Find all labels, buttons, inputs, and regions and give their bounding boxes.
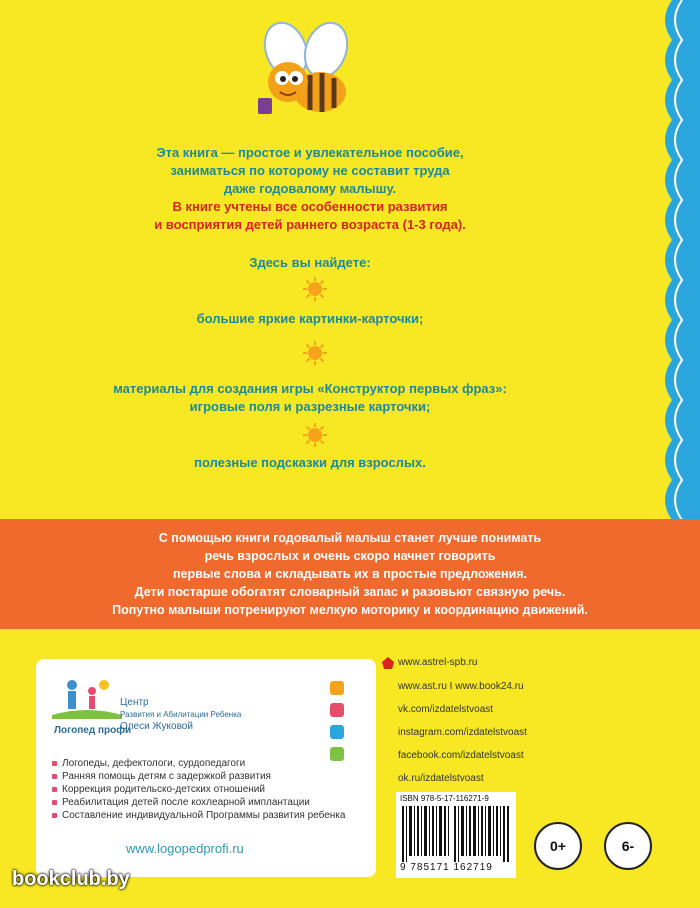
center-line: Олеси Жуковой xyxy=(120,721,193,732)
list-item: Коррекция родительско-детских отношений xyxy=(50,783,370,796)
heart-icon xyxy=(330,681,344,695)
intro-red-text xyxy=(70,198,550,234)
item-2-line: материалы для создания игры «Конструктор первых фраз»: xyxy=(113,381,507,396)
band-line: Дети постарше обогатят словарный запас и разовьют связную речь. xyxy=(134,585,566,599)
logo-text: Логопед профи xyxy=(54,725,132,736)
center-line: Центр xyxy=(120,697,149,708)
age-rating-6: 6- xyxy=(604,822,652,870)
barcode-digits: 9 785171 162719 xyxy=(400,862,493,873)
link-ast[interactable]: www.ast.ru I www.book24.ru xyxy=(398,681,524,692)
item-3: полезные подсказки для взрослых. xyxy=(194,455,426,470)
heart-icon xyxy=(330,725,344,739)
item-2-line: игровые поля и разрезные карточки; xyxy=(189,399,431,414)
list-item: Составление индивидуальной Программы развития ребенка xyxy=(50,809,370,822)
heart-icon xyxy=(330,703,344,717)
intro-line: даже годовалому малышу. xyxy=(223,181,397,196)
band-line: С помощью книги годовалый малыш станет лучше понимать xyxy=(158,531,542,545)
link-instagram[interactable]: instagram.com/izdatelstvoast xyxy=(398,727,527,738)
intro-red-line: и восприятия детей раннего возраста (1-3 года). xyxy=(154,217,466,232)
barcode-bars xyxy=(402,806,510,862)
bee-mascot-icon xyxy=(248,20,358,120)
link-ok[interactable]: ok.ru/izdatelstvoast xyxy=(398,773,484,784)
services-list xyxy=(50,757,370,822)
link-vk[interactable]: vk.com/izdatelstvoast xyxy=(398,704,494,715)
band-line: речь взрослых и очень скоро начнет говорить xyxy=(204,549,496,563)
intro-line: Эта книга — простое и увлекательное пособие, xyxy=(156,145,464,160)
barcode xyxy=(396,792,516,878)
watermark: bookclub.by xyxy=(12,868,130,890)
orange-info-band xyxy=(0,519,700,629)
link-astrel[interactable]: www.astrel-spb.ru xyxy=(398,657,478,668)
wavy-blue-edge xyxy=(652,0,700,600)
here-title: Здесь вы найдете: xyxy=(249,255,371,270)
center-title xyxy=(120,697,241,733)
intro-line: заниматься по которому не составит труда xyxy=(170,163,450,178)
intro-red-line: В книге учтены все особенности развития xyxy=(172,199,448,214)
item-1: большие яркие картинки-карточки; xyxy=(196,311,424,326)
sun-icon xyxy=(302,340,328,366)
list-item: Ранняя помощь детям с задержкой развития xyxy=(50,770,370,783)
logoped-ad-card xyxy=(36,659,376,877)
age-rating-0plus: 0+ xyxy=(534,822,582,870)
sun-icon xyxy=(302,276,328,302)
sun-icon xyxy=(302,422,328,448)
isbn-text: ISBN 978-5-17-116271-9 xyxy=(400,794,489,803)
intro-text xyxy=(70,144,550,198)
center-line: Развития и Абилитации Ребенка xyxy=(120,710,242,719)
list-item: Логопеды, дефектологи, сурдопедагоги xyxy=(50,757,370,770)
band-line: первые слова и складывать их в простые предложения. xyxy=(172,567,528,581)
item-2 xyxy=(70,380,550,416)
list-item: Реабилитация детей после кохлеарной имплантации xyxy=(50,796,370,809)
band-line: Попутно малыши потренируют мелкую моторику и координацию движений. xyxy=(112,603,588,617)
site-link[interactable]: www.logopedprofi.ru xyxy=(126,841,244,856)
link-facebook[interactable]: facebook.com/izdatelstvoast xyxy=(398,750,524,761)
publisher-icon xyxy=(382,657,394,669)
